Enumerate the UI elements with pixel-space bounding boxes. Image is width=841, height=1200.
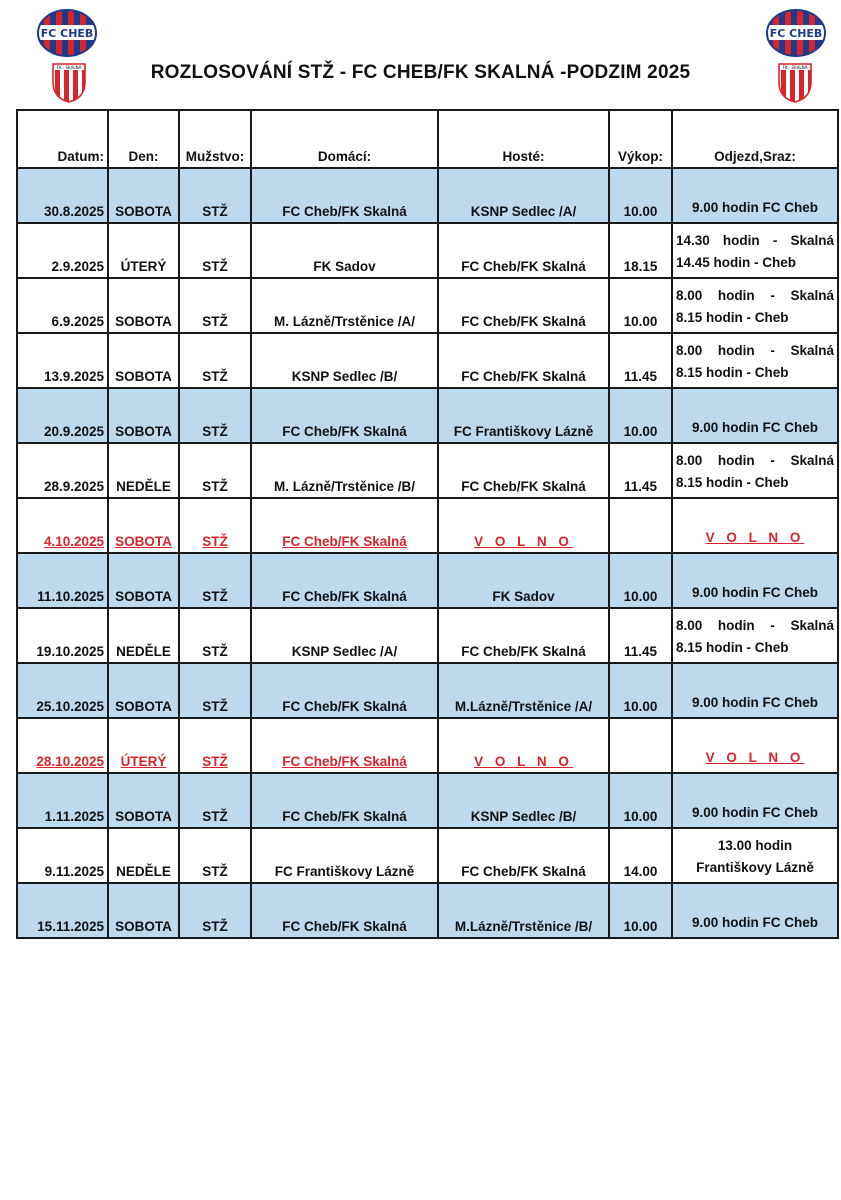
kickoff-time: 11.45 [609, 443, 672, 498]
match-team: STŽ [179, 663, 251, 718]
header-departure: Odjezd,Sraz: [672, 110, 838, 168]
match-day: SOBOTA [108, 333, 179, 388]
departure-info [672, 168, 838, 223]
match-team: STŽ [179, 718, 251, 773]
kickoff-time: 10.00 [609, 278, 672, 333]
fc-cheb-crest-icon [765, 8, 827, 58]
home-team: FC Cheb/FK Skalná [251, 553, 438, 608]
kickoff-time: 10.00 [609, 773, 672, 828]
departure-line-2: 8.15 hodin - Cheb [676, 365, 789, 380]
header-away: Hosté: [438, 110, 609, 168]
match-team: STŽ [179, 608, 251, 663]
svg-text:FC CHEB: FC CHEB [769, 27, 823, 40]
home-team: KSNP Sedlec /A/ [251, 608, 438, 663]
header-kickoff: Výkop: [609, 110, 672, 168]
table-row [17, 443, 838, 498]
match-day: NEDĚLE [108, 608, 179, 663]
home-team: FK Sadov [251, 223, 438, 278]
match-team: STŽ [179, 828, 251, 883]
departure-info [672, 333, 838, 388]
departure-line-1: 9.00 hodin FC Cheb [691, 420, 818, 435]
away-team: V O L N O [438, 498, 609, 553]
match-date: 9.11.2025 [17, 828, 108, 883]
kickoff-time: 14.00 [609, 828, 672, 883]
away-team: M.Lázně/Trstěnice /B/ [438, 883, 609, 938]
fc-cheb-logo-right [765, 8, 827, 58]
table-row [17, 828, 838, 883]
header-home: Domácí: [251, 110, 438, 168]
svg-text:FC CHEB: FC CHEB [40, 27, 94, 40]
table-row [17, 718, 838, 773]
page-title: ROZLOSOVÁNÍ STŽ - FC CHEB/FK SKALNÁ -PODZIM 2025 [150, 62, 691, 83]
home-team: FC Cheb/FK Skalná [251, 498, 438, 553]
departure-line-1: 8.00 hodin - Skalná [676, 288, 834, 303]
departure-info [672, 553, 838, 608]
header-day: Den: [108, 110, 179, 168]
away-team: M.Lázně/Trstěnice /A/ [438, 663, 609, 718]
home-team: FC Cheb/FK Skalná [251, 168, 438, 223]
table-row [17, 498, 838, 553]
away-team: KSNP Sedlec /B/ [438, 773, 609, 828]
departure-info [672, 718, 838, 773]
home-team: FC Cheb/FK Skalná [251, 883, 438, 938]
departure-line-1: 13.00 hodin [717, 838, 793, 853]
departure-info [672, 663, 838, 718]
match-day: SOBOTA [108, 388, 179, 443]
departure-line-2: 8.15 hodin - Cheb [676, 475, 789, 490]
departure-line-1: 8.00 hodin - Skalná [676, 618, 834, 633]
match-team: STŽ [179, 443, 251, 498]
kickoff-time [609, 498, 672, 553]
home-team: FC Františkovy Lázně [251, 828, 438, 883]
match-day: SOBOTA [108, 663, 179, 718]
match-team: STŽ [179, 773, 251, 828]
match-day: SOBOTA [108, 553, 179, 608]
match-team: STŽ [179, 333, 251, 388]
departure-line-2: 14.45 hodin - Cheb [676, 255, 797, 270]
away-team: FC Františkovy Lázně [438, 388, 609, 443]
match-date: 19.10.2025 [17, 608, 108, 663]
match-date: 6.9.2025 [17, 278, 108, 333]
match-team: STŽ [179, 223, 251, 278]
table-row [17, 883, 838, 938]
departure-info [672, 388, 838, 443]
kickoff-time: 10.00 [609, 883, 672, 938]
departure-info [672, 608, 838, 663]
table-header-row [17, 110, 838, 168]
table-row [17, 553, 838, 608]
departure-info [672, 443, 838, 498]
table-row [17, 168, 838, 223]
match-day: SOBOTA [108, 278, 179, 333]
departure-info [672, 223, 838, 278]
match-team: STŽ [179, 883, 251, 938]
departure-line-2: Františkovy Lázně [696, 860, 814, 875]
away-team: FC Cheb/FK Skalná [438, 223, 609, 278]
away-team: FC Cheb/FK Skalná [438, 608, 609, 663]
match-day: SOBOTA [108, 168, 179, 223]
svg-text:FK - SKALNÁ: FK - SKALNÁ [56, 65, 82, 70]
match-date: 20.9.2025 [17, 388, 108, 443]
match-date: 1.11.2025 [17, 773, 108, 828]
departure-info [672, 883, 838, 938]
departure-line-1: 8.00 hodin - Skalná [676, 343, 834, 358]
home-team: M. Lázně/Trstěnice /A/ [251, 278, 438, 333]
home-team: FC Cheb/FK Skalná [251, 718, 438, 773]
header-date: Datum: [17, 110, 108, 168]
departure-info [672, 498, 838, 553]
away-team: V O L N O [438, 718, 609, 773]
match-date: 15.11.2025 [17, 883, 108, 938]
match-date: 28.10.2025 [17, 718, 108, 773]
kickoff-time: 11.45 [609, 333, 672, 388]
match-date: 11.10.2025 [17, 553, 108, 608]
away-team: FC Cheb/FK Skalná [438, 333, 609, 388]
away-team: FC Cheb/FK Skalná [438, 443, 609, 498]
svg-text:FK - SKALNÁ: FK - SKALNÁ [782, 65, 808, 70]
match-date: 13.9.2025 [17, 333, 108, 388]
away-team: FC Cheb/FK Skalná [438, 278, 609, 333]
match-date: 30.8.2025 [17, 168, 108, 223]
departure-line-1: 14.30 hodin - Skalná [676, 233, 834, 248]
departure-line-1: 8.00 hodin - Skalná [676, 453, 834, 468]
match-date: 28.9.2025 [17, 443, 108, 498]
fc-cheb-logo-left [36, 8, 98, 58]
match-team: STŽ [179, 168, 251, 223]
kickoff-time: 10.00 [609, 388, 672, 443]
match-day: ÚTERÝ [108, 223, 179, 278]
kickoff-time: 18.15 [609, 223, 672, 278]
departure-line-1: 9.00 hodin FC Cheb [691, 915, 818, 930]
match-day: NEDĚLE [108, 443, 179, 498]
departure-line-1: V O L N O [705, 750, 805, 765]
departure-line-1: V O L N O [705, 530, 805, 545]
home-team: FC Cheb/FK Skalná [251, 388, 438, 443]
kickoff-time: 10.00 [609, 168, 672, 223]
match-date: 4.10.2025 [17, 498, 108, 553]
departure-line-1: 9.00 hodin FC Cheb [691, 805, 818, 820]
match-date: 2.9.2025 [17, 223, 108, 278]
match-team: STŽ [179, 388, 251, 443]
match-team: STŽ [179, 553, 251, 608]
match-team: STŽ [179, 278, 251, 333]
kickoff-time: 10.00 [609, 553, 672, 608]
match-day: SOBOTA [108, 883, 179, 938]
departure-line-1: 9.00 hodin FC Cheb [691, 695, 818, 710]
table-row [17, 663, 838, 718]
kickoff-time: 11.45 [609, 608, 672, 663]
departure-line-1: 9.00 hodin FC Cheb [691, 585, 818, 600]
match-team: STŽ [179, 498, 251, 553]
departure-info [672, 828, 838, 883]
match-day: SOBOTA [108, 773, 179, 828]
departure-line-2: 8.15 hodin - Cheb [676, 310, 789, 325]
home-team: M. Lázně/Trstěnice /B/ [251, 443, 438, 498]
departure-info [672, 278, 838, 333]
departure-line-1: 9.00 hodin FC Cheb [691, 200, 818, 215]
home-team: KSNP Sedlec /B/ [251, 333, 438, 388]
match-day: NEDĚLE [108, 828, 179, 883]
schedule-table [16, 109, 839, 939]
table-row [17, 773, 838, 828]
table-row [17, 388, 838, 443]
match-date: 25.10.2025 [17, 663, 108, 718]
away-team: FC Cheb/FK Skalná [438, 828, 609, 883]
departure-line-2: 8.15 hodin - Cheb [676, 640, 789, 655]
table-row [17, 333, 838, 388]
home-team: FC Cheb/FK Skalná [251, 773, 438, 828]
home-team: FC Cheb/FK Skalná [251, 663, 438, 718]
away-team: FK Sadov [438, 553, 609, 608]
kickoff-time: 10.00 [609, 663, 672, 718]
header-team: Mužstvo: [179, 110, 251, 168]
kickoff-time [609, 718, 672, 773]
table-row [17, 608, 838, 663]
fc-cheb-crest-icon [36, 8, 98, 58]
away-team: KSNP Sedlec /A/ [438, 168, 609, 223]
table-row [17, 278, 838, 333]
match-day: SOBOTA [108, 498, 179, 553]
table-row [17, 223, 838, 278]
departure-info [672, 773, 838, 828]
match-day: ÚTERÝ [108, 718, 179, 773]
